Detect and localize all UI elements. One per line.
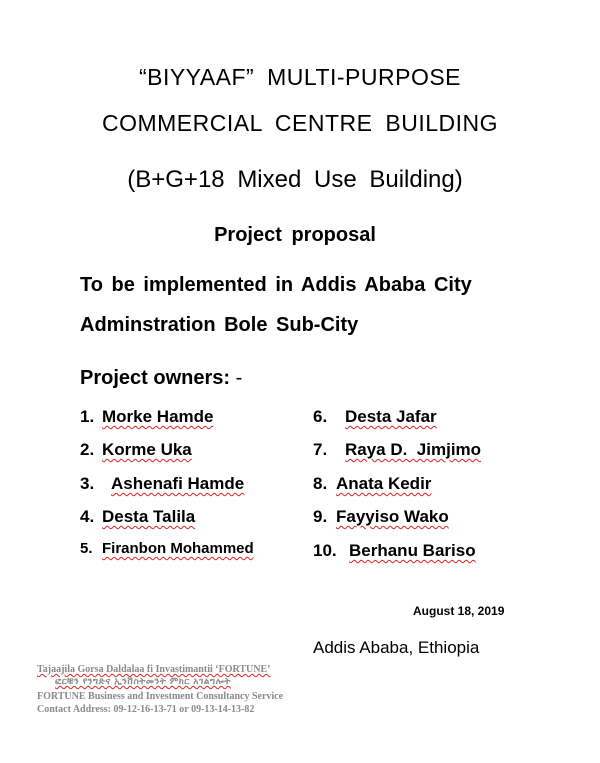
owner-number: 2.	[80, 440, 95, 459]
owner-item-1	[80, 407, 213, 427]
owner-item-10	[313, 541, 476, 561]
owner-name: Morke Hamde	[102, 407, 214, 426]
footer-line1	[37, 664, 270, 675]
owner-name: Berhanu Bariso	[349, 541, 476, 560]
owner-name: Ashenafi Hamde	[111, 474, 245, 493]
footer-line1-text: Tajaajila Gorsa Daldalaa fi Invastimantii ‘FORTUNE’	[37, 664, 271, 675]
document-place: Addis Ababa, Ethiopia	[313, 638, 480, 657]
owner-number: 4.	[80, 507, 95, 526]
owner-item-4	[80, 507, 195, 527]
document-title-line1: “BIYYAAF” MULTI-PURPOSE	[138, 64, 462, 90]
owner-number: 7.	[313, 440, 328, 459]
owner-item-9	[313, 507, 449, 527]
owner-number: 5.	[80, 540, 93, 557]
owner-item-3	[80, 474, 244, 494]
owner-name: Desta Jafar	[345, 407, 437, 426]
footer-contact: Contact Address: 09-12-16-13-71 or 09-13-14-13-82	[37, 704, 255, 715]
document-date: August 18, 2019	[413, 604, 505, 618]
owner-number: 10.	[313, 541, 337, 560]
proposal-label: Project proposal	[214, 224, 376, 246]
owner-name: Anata Kedir	[336, 474, 432, 493]
owner-item-2	[80, 440, 192, 460]
footer-line2-text: ፎርቹን የንግድና ኢንቨስትመንት ምክር አገልግሎት	[55, 677, 231, 687]
owner-number: 8.	[313, 474, 328, 493]
owner-item-8	[313, 474, 431, 494]
owner-number: 3.	[80, 474, 95, 493]
owners-heading-text: Project owners:	[80, 367, 231, 389]
owner-name: Fayyiso Wako	[336, 507, 449, 526]
owner-number: 9.	[313, 507, 328, 526]
owner-name: Korme Uka	[102, 440, 192, 459]
owner-name: Firanbon Mohammed	[102, 540, 254, 557]
footer-line3: FORTUNE Business and Investment Consultancy Service	[37, 691, 284, 702]
owners-heading	[80, 367, 242, 390]
document-title-line2: COMMERCIAL CENTRE BUILDING	[101, 110, 499, 136]
document-subtitle: (B+G+18 Mixed Use Building)	[127, 166, 463, 193]
footer-line2	[55, 677, 231, 687]
owner-item-7	[313, 440, 481, 460]
implementation-line1: To be implemented in Addis Ababa City	[80, 274, 472, 296]
owner-name: Raya D. Jimjimo	[345, 440, 482, 459]
owner-item-6	[313, 407, 437, 427]
owner-number: 1.	[80, 407, 95, 426]
implementation-line2: Adminstration Bole Sub-City	[80, 314, 359, 336]
owner-number: 6.	[313, 407, 328, 426]
owners-heading-suffix: -	[230, 367, 243, 389]
owner-item-5	[80, 540, 254, 557]
owner-name: Desta Talila	[102, 507, 196, 526]
